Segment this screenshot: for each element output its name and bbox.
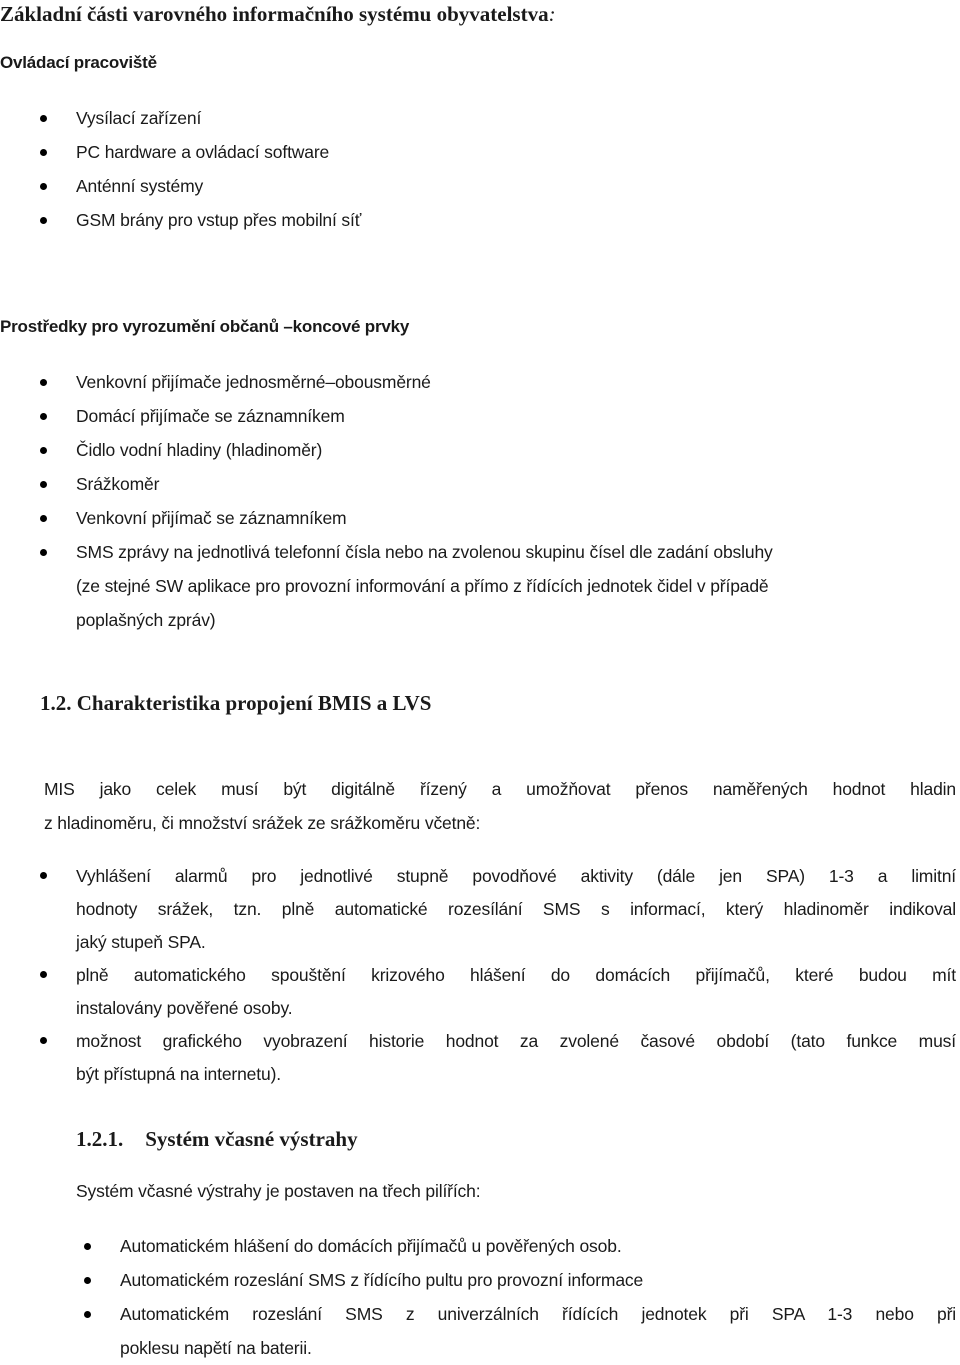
document-title-colon: : — [548, 2, 556, 26]
list-item — [0, 1025, 960, 1091]
text-line: plně automatického spouštění krizového hlášení do domácích přijímačů, které budou mít — [76, 965, 956, 985]
text-line: instalovány pověřené osoby. — [76, 998, 293, 1018]
list-item-text: GSM brány pro vstup přes mobilní síť — [76, 210, 362, 230]
text-line: hodnoty srážek, tzn. plně automatické rozesílání SMS s informací, který hladinoměr indikoval — [76, 899, 956, 919]
list-item — [0, 504, 960, 538]
list-item — [0, 470, 960, 504]
text-line: možnost grafického vyobrazení historie hodnot za zvolené časové období (tato funkce musí — [76, 1031, 956, 1051]
section-1-2-1-heading — [76, 1124, 358, 1154]
bullet-icon — [40, 447, 47, 454]
section-1-2-paragraph — [44, 772, 956, 840]
bullet-icon — [40, 183, 47, 190]
list-item — [0, 959, 960, 1025]
list-item-text — [76, 959, 956, 1025]
list-item — [0, 368, 960, 402]
section-1-2-1-list — [0, 1231, 960, 1365]
list-item — [0, 538, 960, 640]
list-item — [0, 860, 960, 959]
bullet-icon — [40, 1037, 47, 1044]
list-item-text: Domácí přijímače se záznamníkem — [76, 406, 345, 426]
section-number: 1.2.1. — [76, 1127, 124, 1151]
bullet-icon — [40, 872, 47, 879]
bullet-icon — [40, 115, 47, 122]
text-line: MIS jako celek musí být digitálně řízený a umožňovat přenos naměřených hodnot hladin — [44, 779, 956, 799]
text-line: z hladinoměru, či množství srážek ze srážkoměru včetně: — [44, 813, 481, 833]
list-item — [0, 436, 960, 470]
list-item-text: Venkovní přijímač se záznamníkem — [76, 508, 347, 528]
text-line: (ze stejné SW aplikace pro provozní informování a přímo z řídících jednotek čidel v případě — [76, 576, 769, 596]
list-item — [0, 402, 960, 436]
list-item — [0, 206, 960, 240]
list-item — [0, 1231, 960, 1265]
list-item-text — [76, 860, 956, 959]
list-item-text — [76, 535, 773, 637]
list-item-text: Anténní systémy — [76, 176, 204, 196]
list-item-text: Srážkoměr — [76, 474, 160, 494]
bullet-icon — [40, 481, 47, 488]
control-list — [0, 104, 960, 240]
bullet-icon — [84, 1277, 91, 1284]
bullet-icon — [84, 1311, 91, 1318]
document-title — [0, 0, 556, 28]
section-1-2-1-intro: Systém včasné výstrahy je postaven na třech pilířích: — [76, 1181, 481, 1201]
bullet-icon — [40, 971, 47, 978]
section-1-2-heading: 1.2. Charakteristika propojení BMIS a LVS — [40, 691, 432, 715]
text-line: jaký stupeň SPA. — [76, 932, 206, 952]
document-title-text: Základní části varovného informačního systému obyvatelstva — [0, 2, 549, 26]
bullet-icon — [40, 413, 47, 420]
bullet-icon — [40, 549, 47, 556]
control-section-heading: Ovládací pracoviště — [0, 53, 157, 72]
list-item-text: Vysílací zařízení — [76, 108, 202, 128]
list-item-text: Čidlo vodní hladiny (hladinoměr) — [76, 440, 323, 460]
text-line: poklesu napětí na baterii. — [120, 1338, 312, 1358]
text-line: Automatickém rozeslání SMS z univerzálních řídících jednotek při SPA 1-3 nebo při — [120, 1304, 956, 1324]
list-item-text — [120, 1297, 956, 1365]
list-item-text: Automatickém rozeslání SMS z řídícího pultu pro provozní informace — [120, 1270, 644, 1290]
means-section-heading: Prostředky pro vyrozumění občanů –koncové prvky — [0, 317, 410, 336]
list-item — [0, 104, 960, 138]
section-1-2-list — [0, 860, 960, 1091]
section-title: Systém včasné výstrahy — [145, 1127, 358, 1151]
text-line: být přístupná na internetu). — [76, 1064, 281, 1084]
bullet-icon — [40, 217, 47, 224]
bullet-icon — [40, 515, 47, 522]
text-line: Vyhlášení alarmů pro jednotlivé stupně povodňové aktivity (dále jen SPA) 1-3 a limitní — [76, 866, 956, 886]
list-item-text — [76, 1025, 956, 1091]
text-line: SMS zprávy na jednotlivá telefonní čísla nebo na zvolenou skupinu čísel dle zadání obsluhy — [76, 542, 773, 562]
bullet-icon — [40, 379, 47, 386]
bullet-icon — [40, 149, 47, 156]
list-item — [0, 138, 960, 172]
list-item-text: Automatickém hlášení do domácích přijímačů u pověřených osob. — [120, 1236, 622, 1256]
list-item-text: PC hardware a ovládací software — [76, 142, 330, 162]
list-item — [0, 172, 960, 206]
bullet-icon — [84, 1243, 91, 1250]
list-item — [0, 1265, 960, 1299]
list-item — [0, 1299, 960, 1365]
list-item-text: Venkovní přijímače jednosměrné–obousměrné — [76, 372, 431, 392]
means-list — [0, 368, 960, 640]
text-line: poplašných zpráv) — [76, 610, 216, 630]
